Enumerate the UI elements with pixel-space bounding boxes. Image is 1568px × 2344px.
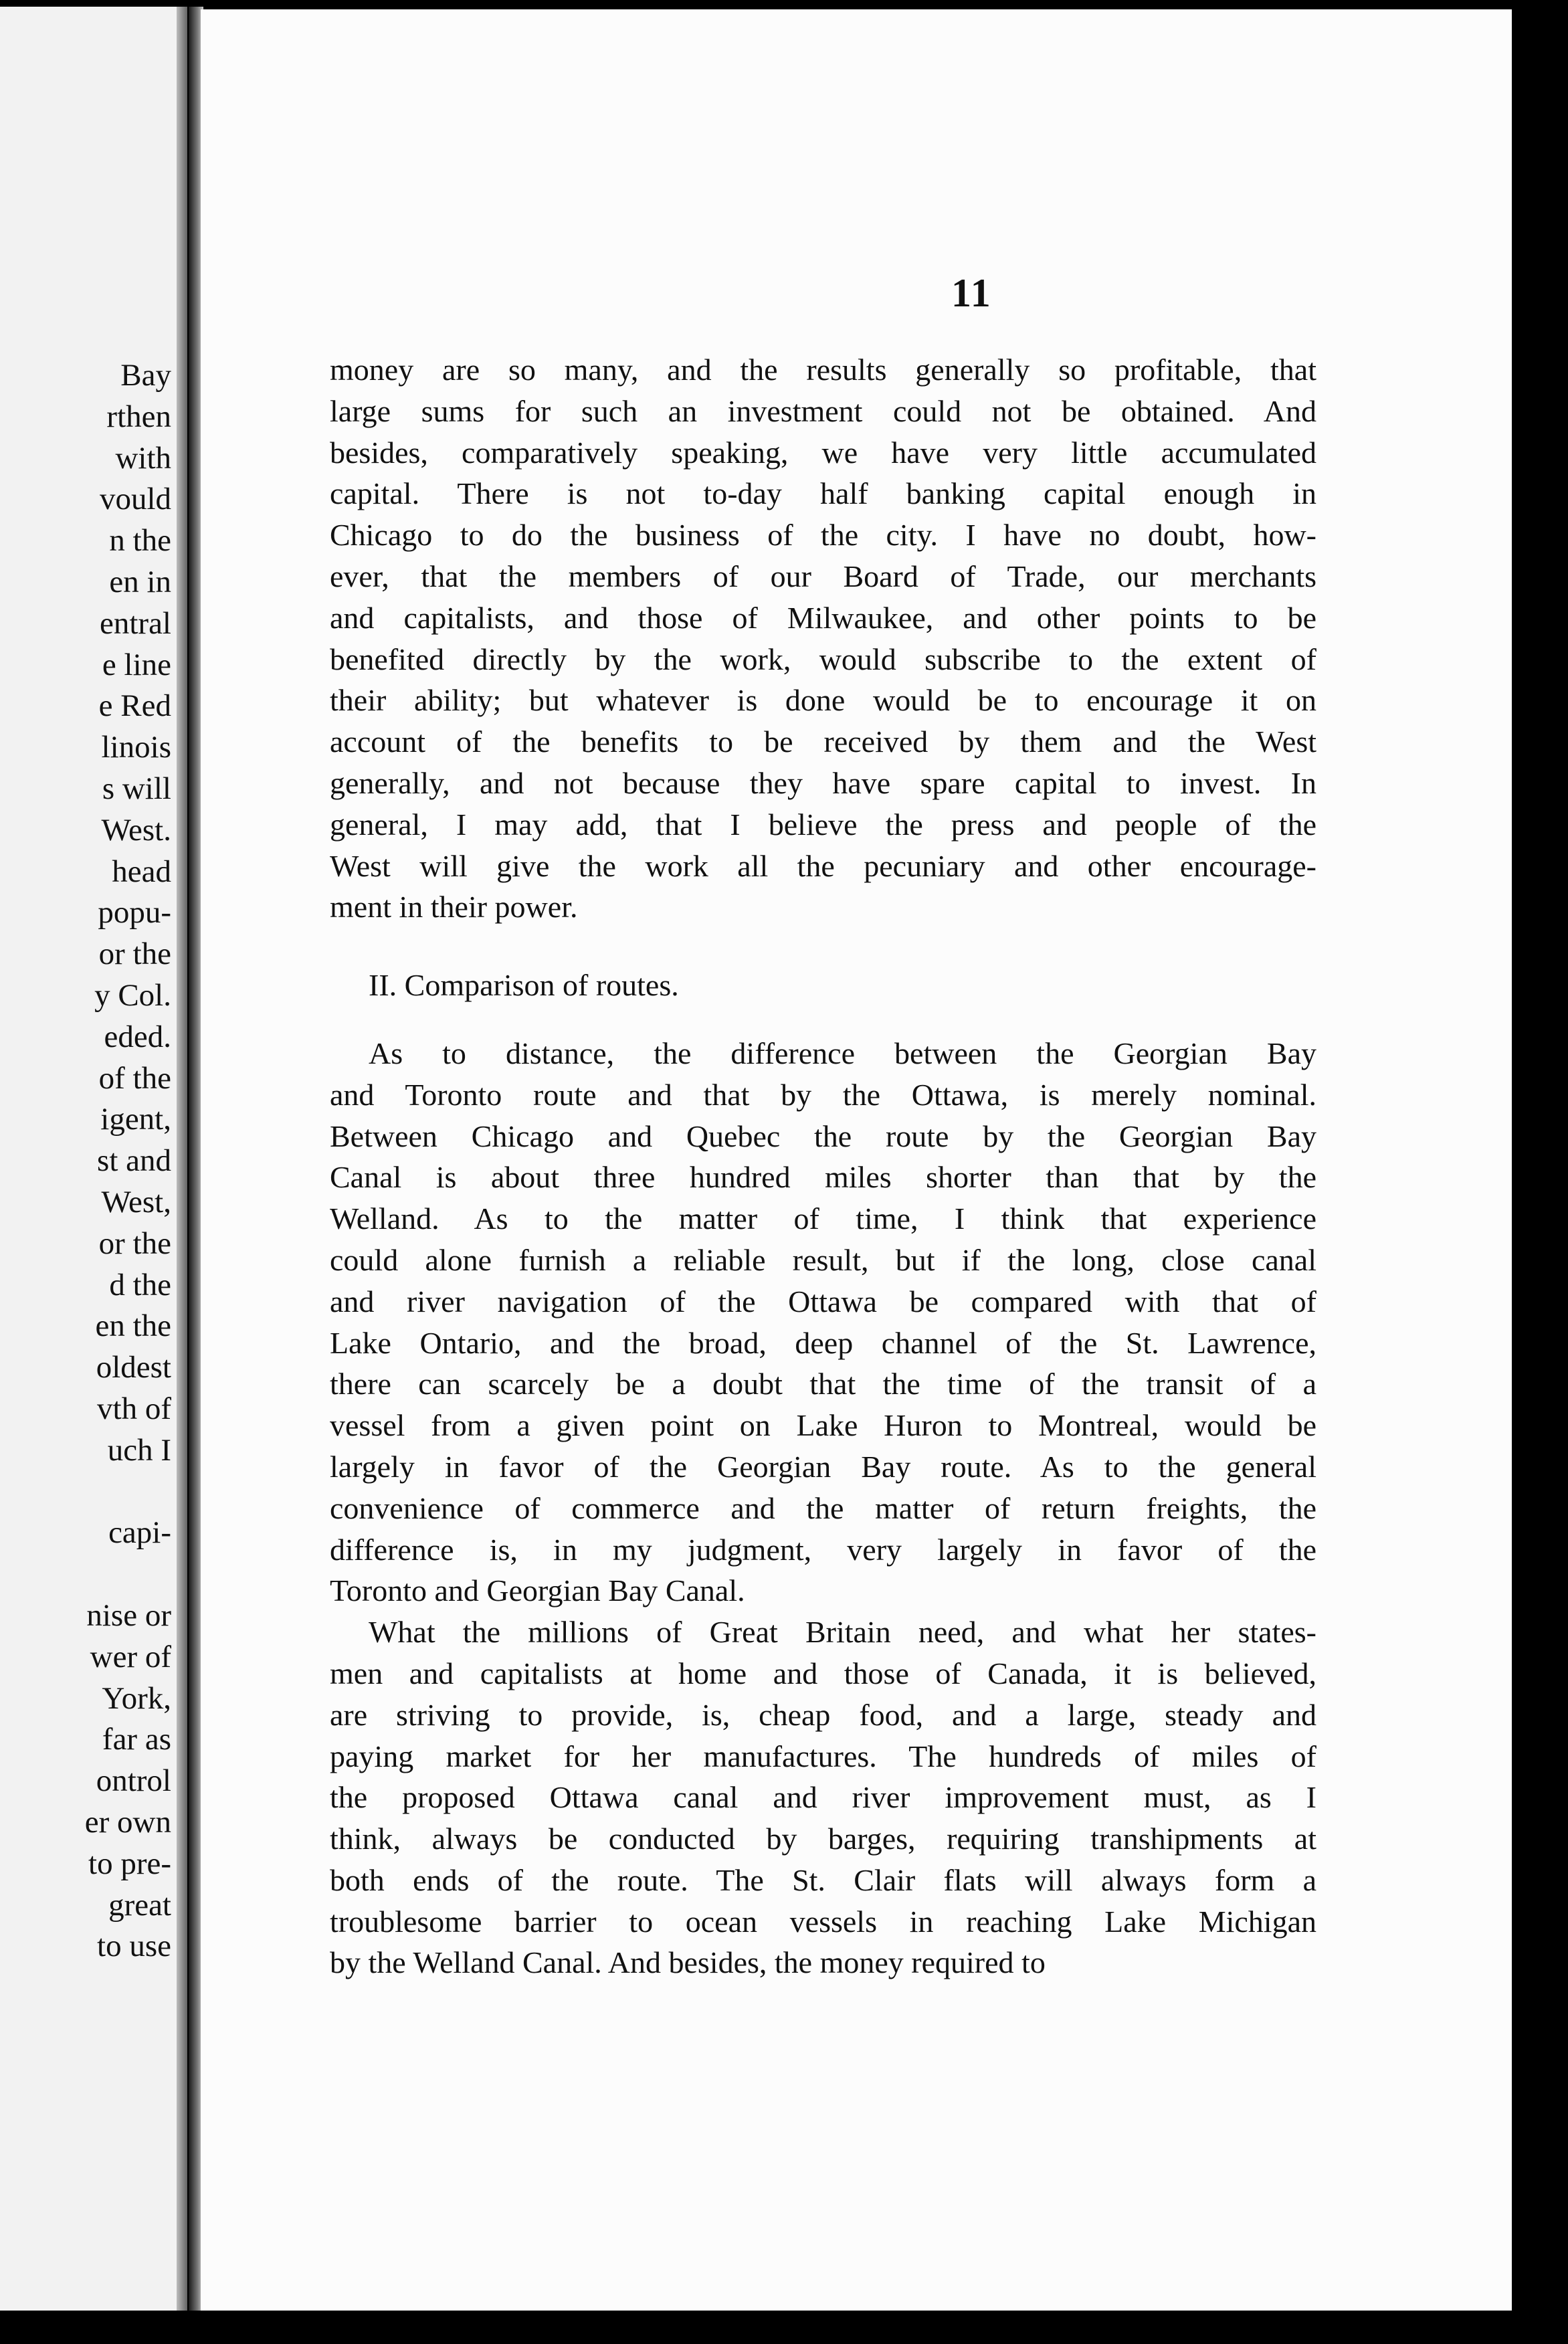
text-line: and river navigation of the Ottawa be compared with that of: [330, 1284, 1316, 1318]
text-line: account of the benefits to be received by them and the West: [330, 724, 1316, 759]
text-line: generally, and not because they have spare capital to invest. In: [330, 765, 1316, 800]
text-line: could alone furnish a reliable result, but if the long, close canal: [330, 1242, 1316, 1277]
facing-page-line: of the: [98, 1060, 171, 1096]
facing-page-line: vth of: [97, 1391, 171, 1426]
facing-page-line: with: [115, 440, 171, 476]
facing-page-line: West,: [101, 1185, 171, 1219]
facing-page-line: er own: [84, 1805, 171, 1840]
facing-page-line: oldest: [96, 1350, 171, 1385]
facing-page-line: or the: [98, 937, 171, 972]
facing-page-line: uch I: [107, 1432, 171, 1468]
text-line: large sums for such an investment could not be obtained. And: [330, 393, 1316, 428]
facing-page-line: eded.: [104, 1019, 171, 1054]
facing-page-line: st and: [97, 1143, 171, 1179]
text-line: general, I may add, that I believe the press and people of the: [330, 807, 1316, 842]
facing-page-line: vould: [99, 482, 171, 517]
facing-page-line: wer of: [90, 1639, 171, 1674]
text-line: Between Chicago and Quebec the route by the Georgian Bay: [330, 1118, 1316, 1153]
text-line: As to distance, the difference between the Georgian Bay: [369, 1036, 1316, 1070]
facing-page-line: s will: [102, 771, 171, 806]
facing-page-line: capi-: [108, 1515, 171, 1551]
page-gutter: [177, 7, 187, 2321]
text-line: Welland. As to the matter of time, I think that experience: [330, 1201, 1316, 1236]
scan-border-right: [1512, 0, 1568, 2344]
text-line: by the Welland Canal. And besides, the money required to: [330, 1945, 1046, 1980]
facing-page-line: far as: [102, 1722, 171, 1757]
text-line: largely in favor of the Georgian Bay route. As to the general: [330, 1449, 1316, 1484]
text-line: and Toronto route and that by the Ottawa, is merely nominal.: [330, 1077, 1316, 1112]
scan-border-bottom: [0, 2311, 1568, 2344]
page-body-text: [330, 349, 1316, 1983]
section-heading: II. Comparison of routes.: [369, 968, 679, 1003]
text-line: think, always be conducted by barges, requiring transhipments at: [330, 1822, 1316, 1856]
text-line: difference is, in my judgment, very largely in favor of the: [330, 1532, 1316, 1567]
facing-page-line: en the: [95, 1308, 171, 1344]
text-line: besides, comparatively speaking, we have very little accumulated: [330, 435, 1316, 470]
facing-page-line: e line: [102, 647, 171, 682]
text-line: their ability; but whatever is done would be to encourage it on: [330, 683, 1316, 718]
facing-page-fragment: [0, 7, 187, 2321]
text-line: Canal is about three hundred miles shorter than that by the: [330, 1160, 1316, 1195]
paragraph-britain: [330, 1612, 1316, 1983]
facing-page-line: rthen: [106, 399, 171, 434]
facing-page-line: to pre-: [88, 1846, 171, 1881]
facing-page-line: great: [108, 1887, 171, 1923]
text-line: ment in their power.: [330, 890, 578, 924]
facing-page-line: e Red: [98, 688, 171, 724]
facing-page-line: d the: [109, 1267, 171, 1302]
text-line: West will give the work all the pecuniary and other encourage-: [330, 848, 1316, 883]
facing-page-line: en in: [109, 565, 171, 599]
paragraph-comparison: [330, 1033, 1316, 1612]
text-line: both ends of the route. The St. Clair flats will always form a: [330, 1862, 1316, 1897]
text-line: are striving to provide, is, cheap food, and a large, steady and: [330, 1697, 1316, 1732]
facing-page-line: Bay: [120, 358, 171, 393]
text-line: and capitalists, and those of Milwaukee, and other points to be: [330, 600, 1316, 635]
facing-page-line: nise or: [86, 1598, 171, 1633]
facing-page-line: y Col.: [94, 978, 171, 1013]
text-line: money are so many, and the results generally so profitable, that: [330, 353, 1316, 387]
text-line: What the millions of Great Britain need, and what her states-: [369, 1615, 1316, 1650]
text-line: capital. There is not to-day half banking capital enough in: [330, 476, 1316, 511]
facing-page-line: n the: [109, 523, 171, 559]
text-line: paying market for her manufactures. The hundreds of miles of: [330, 1739, 1316, 1773]
book-page: [201, 9, 1512, 2311]
facing-page-line: popu-: [98, 895, 171, 931]
text-line: Lake Ontario, and the broad, deep channel of the St. Lawrence,: [330, 1325, 1316, 1360]
text-line: Toronto and Georgian Bay Canal.: [330, 1573, 745, 1608]
text-line: Chicago to do the business of the city. I have no doubt, how-: [330, 518, 1316, 553]
text-line: convenience of commerce and the matter of return freights, the: [330, 1490, 1316, 1525]
text-line: ever, that the members of our Board of Trade, our merchants: [330, 559, 1316, 593]
page-number: 11: [951, 271, 992, 315]
paragraph-funding: [330, 349, 1316, 928]
facing-page-line: entral: [100, 605, 171, 641]
facing-page-line: West.: [101, 812, 171, 848]
text-line: men and capitalists at home and those of Canada, it is believed,: [330, 1656, 1316, 1690]
facing-page-line: ontrol: [96, 1763, 171, 1799]
text-line: troublesome barrier to ocean vessels in reaching Lake Michigan: [330, 1904, 1316, 1939]
text-line: benefited directly by the work, would subscribe to the extent of: [330, 642, 1316, 676]
facing-page-line: linois: [101, 730, 171, 765]
facing-page-line: igent,: [100, 1102, 171, 1137]
facing-page-line: York,: [102, 1680, 171, 1716]
text-line: vessel from a given point on Lake Huron to Montreal, would be: [330, 1408, 1316, 1443]
facing-page-line: to use: [97, 1929, 171, 1964]
text-line: there can scarcely be a doubt that the time of the transit of a: [330, 1367, 1316, 1401]
text-line: the proposed Ottawa canal and river improvement must, as I: [330, 1780, 1316, 1815]
facing-page-line: or the: [98, 1226, 171, 1261]
facing-page-line: head: [112, 854, 171, 889]
